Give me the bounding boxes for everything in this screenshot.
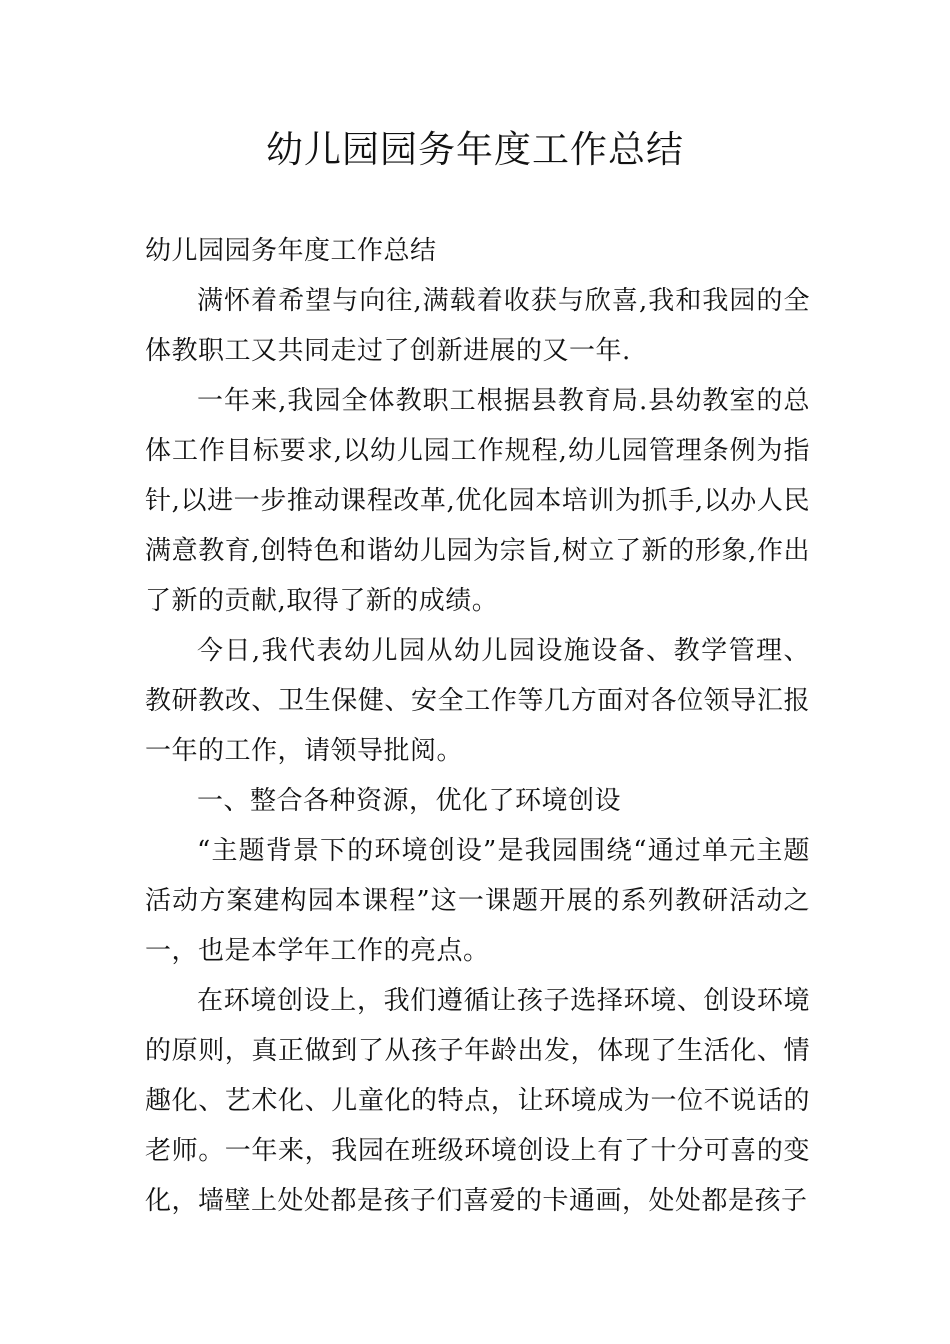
document-body (145, 226, 810, 1226)
paragraph: 今日,我代表幼儿园从幼儿园设施设备、教学管理、教研教改、卫生保健、安全工作等几方面对各位领导汇报一年的工作，请领导批阅。 (145, 636, 810, 766)
paragraph: 满怀着希望与向往,满载着收获与欣喜,我和我园的全体教职工又共同走过了创新进展的又一年. (145, 286, 810, 366)
paragraph: “主题背景下的环境创设”是我园围绕“通过单元主题活动方案建构园本课程”这一课题开展的系列教研活动之一，也是本学年工作的亮点。 (145, 836, 810, 966)
document-title: 幼儿园园务年度工作总结 (266, 128, 684, 171)
section-heading: 一、整合各种资源，优化了环境创设 (197, 786, 622, 816)
paragraph: 在环境创设上，我们遵循让孩子选择环境、创设环境的原则，真正做到了从孩子年龄出发，体现了生活化、情趣化、艺术化、儿童化的特点，让环境成为一位不说话的老师。一年来，我园在班级环境创设上有了十分可喜的变化，墙壁上处处都是孩子们喜爱的卡通画，处处都是孩子 (145, 986, 810, 1216)
paragraph-subtitle: 幼儿园园务年度工作总结 (145, 236, 437, 266)
paragraph: 一年来,我园全体教职工根据县教育局.县幼教室的总体工作目标要求,以幼儿园工作规程,幼儿园管理条例为指针,以进一步推动课程改革,优化园本培训为抓手,以办人民满意教育,创特色和谐幼儿园为宗旨,树立了新的形象,作出了新的贡献,取得了新的成绩。 (145, 386, 810, 616)
